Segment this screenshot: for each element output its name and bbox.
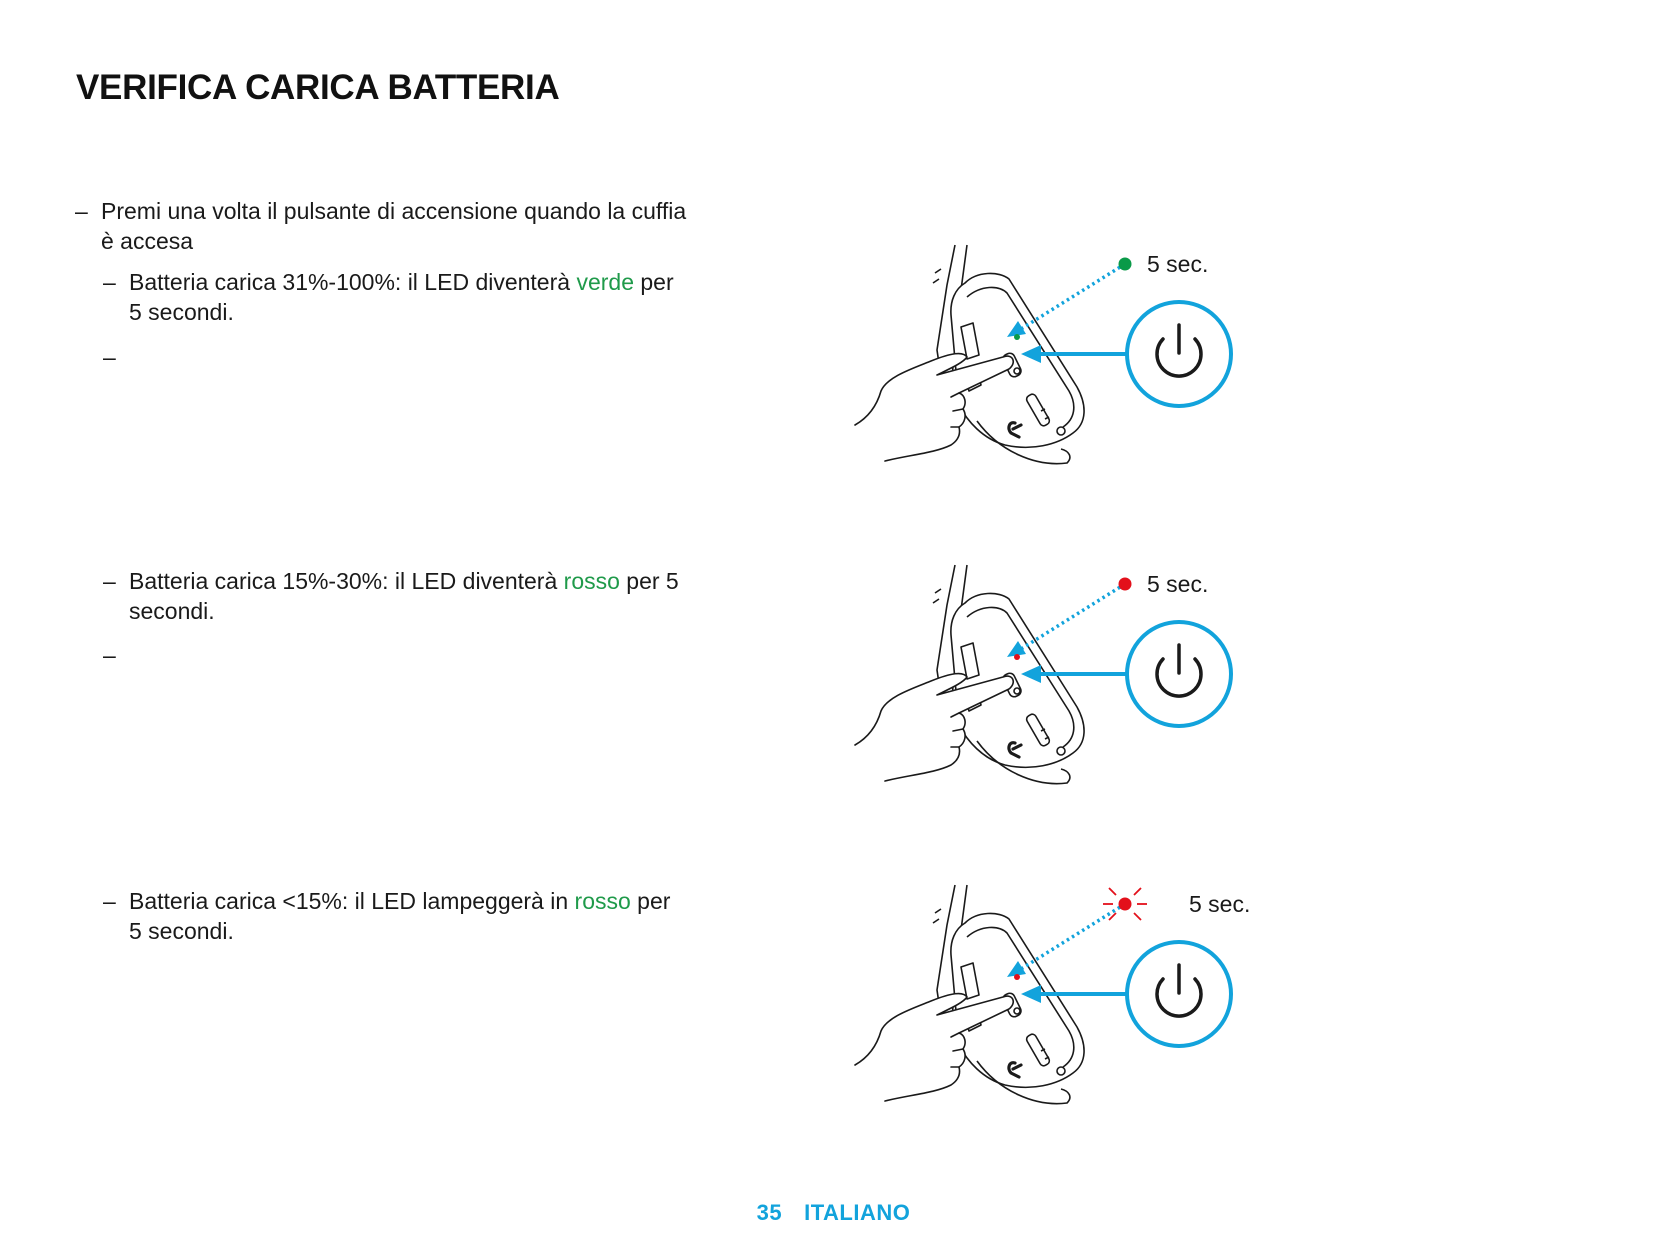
bullet-dash: – bbox=[103, 568, 116, 594]
level-text-after: per 5 secondi. bbox=[129, 269, 674, 325]
empty-bullet-dash: – bbox=[103, 642, 116, 668]
power-icon bbox=[1127, 942, 1231, 1046]
level-text-before: Batteria carica 15%-30%: il LED diventerà bbox=[129, 568, 564, 594]
level-color-word: rosso bbox=[574, 888, 631, 914]
page-footer bbox=[0, 1200, 1667, 1226]
bullet-dash: – bbox=[75, 198, 88, 224]
battery-figure-low bbox=[855, 885, 1375, 1145]
power-icon bbox=[1127, 302, 1231, 406]
battery-figure-high bbox=[855, 245, 1375, 505]
headset-illustration bbox=[855, 245, 1375, 505]
bullet-dash: – bbox=[103, 888, 116, 914]
footer-language: ITALIANO bbox=[804, 1200, 911, 1225]
battery-level-item-high bbox=[103, 267, 689, 327]
level-color-word: rosso bbox=[563, 568, 620, 594]
power-icon bbox=[1127, 622, 1231, 726]
duration-label: 5 sec. bbox=[1147, 251, 1209, 277]
bullet-dash: – bbox=[103, 269, 116, 295]
level-text-before: Batteria carica 31%-100%: il LED diventerà bbox=[129, 269, 577, 295]
headset-illustration bbox=[855, 565, 1375, 825]
battery-figure-medium bbox=[855, 565, 1375, 825]
page-number: 35 bbox=[756, 1200, 783, 1225]
level-color-word: verde bbox=[576, 269, 634, 295]
battery-level-item-low bbox=[103, 886, 689, 946]
intro-text: Premi una volta il pulsante di accensione quando la cuffia è accesa bbox=[101, 198, 687, 254]
level-text-before: Batteria carica <15%: il LED lampeggerà in bbox=[129, 888, 575, 914]
level-text-after: per 5 secondi. bbox=[129, 568, 679, 624]
empty-bullet-dash: – bbox=[103, 344, 116, 370]
page-title: VERIFICA CARICA BATTERIA bbox=[76, 68, 560, 107]
duration-label: 5 sec. bbox=[1189, 891, 1251, 917]
intro-item bbox=[75, 196, 701, 256]
battery-level-item-medium bbox=[103, 566, 689, 626]
headset-illustration bbox=[855, 885, 1375, 1145]
level-text-after: per 5 secondi. bbox=[129, 888, 671, 944]
duration-label: 5 sec. bbox=[1147, 571, 1209, 597]
